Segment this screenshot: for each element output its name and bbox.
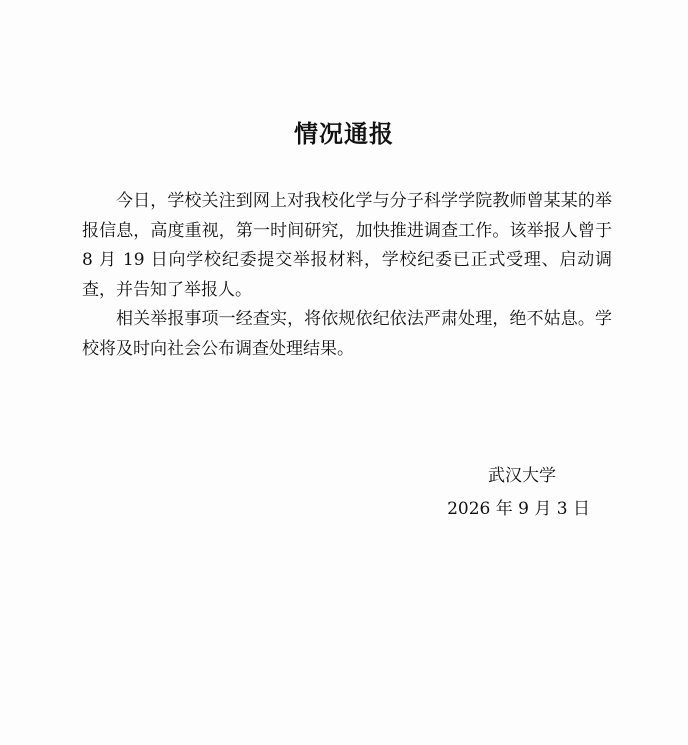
notice-body xyxy=(82,187,612,364)
signature-block xyxy=(447,460,590,526)
signature-date: 2026 年 9 月 3 日 xyxy=(447,499,590,519)
notice-paragraph-1: 今日，学校关注到网上对我校化学与分子科学学院教师曾某某的举报信息，高度重视，第一时间研究，加快推进调查工作。该举报人曾于 8 月 19 日向学校纪委提交举报材料，学校纪委已正式受理、启动调查，并告知了举报人。 xyxy=(82,191,612,300)
notice-title: 情况通报 xyxy=(294,120,394,148)
notice-paragraph-2: 相关举报事项一经查实，将依规依纪依法严肃处理，绝不姑息。学校将及时向社会公布调查处理结果。 xyxy=(82,309,612,359)
signature-organization: 武汉大学 xyxy=(488,466,556,486)
